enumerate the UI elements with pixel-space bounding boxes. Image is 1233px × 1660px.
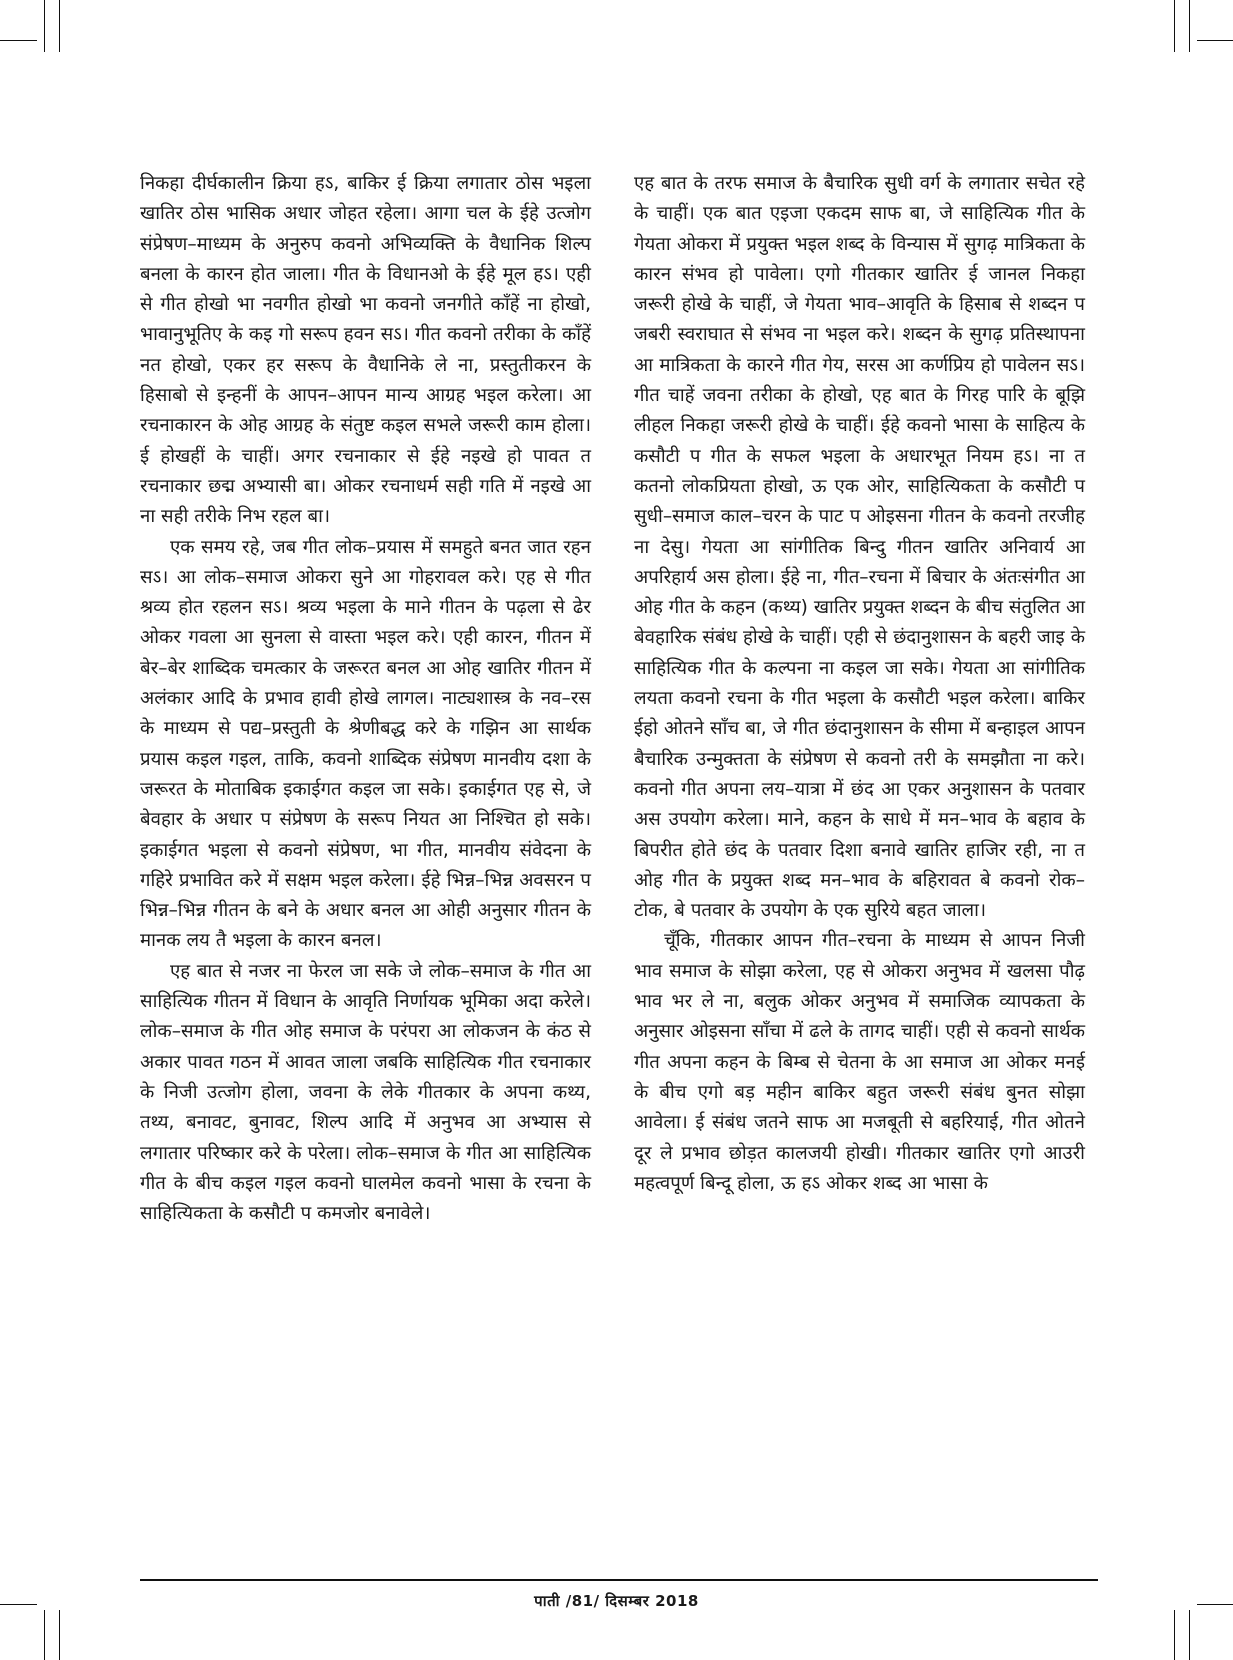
crop-mark [1189, 0, 1190, 52]
paragraph: एह बात से नजर ना फेरल जा सके जे लोक–समाज के गीत आ साहित्यिक गीतन में विधान के आवृति निर्णायक भूमिका अदा करेले। लोक–समाज के गीत ओह समाज के परंपरा आ लोकजन के कंठ से अकार पावत गठन में आवत जाला जबकि साहित्यिक गीत रचनाकार के निजी उत्जोग होला, जवना के लेके गीतकार के अपना कथ्य, तथ्य, बनावट, बुनावट, शिल्प आदि में अनुभव आ अभ्यास से लगातार परिष्कार करे के परेला। लोक–समाज के गीत आ साहित्यिक गीत के बीच कइल गइल कवनो घालमेल कवनो भासा के रचना के साहित्यिकता के कसौटी प कमजोर बनावेले। [140, 960, 591, 1225]
paragraph: चूँकि, गीतकार आपन गीत–रचना के माध्यम से आपन निजी भाव समाज के सोझा करेला, एह से ओकरा अनुभव में खलसा पौढ़ भाव भर ले ना, बलुक ओकर अनुभव में समाजिक व्यापकता के अनुसार ओइसना साँचा में ढले के तागद चाहीं। एही से कवनो सार्थक गीत अपना कहन के बिम्ब से चेतना के आ समाज आ ओकर मनई के बीच एगो बड़ महीन बाकिर बहुत जरूरी संबंध बुनत सोझा आवेला। ई संबंध जतने साफ आ मजबूती से बहरियाई, गीत ओतने दूर ले प्रभाव छोड़त कालजयी होखी। गीतकार खातिर एगो आउरी महत्वपूर्ण बिन्दू होला, ऊ हऽ ओकर शब्द आ भासा के [634, 930, 1085, 1194]
footer-rule [140, 1579, 1098, 1581]
crop-mark [1197, 40, 1233, 41]
crop-mark [0, 40, 37, 41]
right-column [634, 169, 1085, 1199]
crop-mark [59, 0, 60, 52]
paragraph: एक समय रहे, जब गीत लोक–प्रयास में समहुते बनत जात रहन सऽ। आ लोक–समाज ओकरा सुने आ गोहरावल करे। एह से गीत श्रव्य होत रहलन सऽ। श्रव्य भइला के माने गीतन के पढ़ला से ढेर ओकर गवला आ सुनला से वास्ता भइल करे। एही कारन, गीतन में बेर–बेर शाब्दिक चमत्कार के जरूरत बनल आ ओह खातिर गीतन में अलंकार आदि के प्रभाव हावी होखे लागल। नाट्यशास्त्र के नव–रस के माध्यम से पद्य–प्रस्तुती के श्रेणीबद्ध करे के गझिन आ सार्थक प्रयास कइल गइल, ताकि, कवनो शाब्दिक संप्रेषण मानवीय दशा के जरूरत के मोताबिक इकाईगत कइल जा सके। इकाईगत एह से, जे बेवहार के अधार प संप्रेषण के सरूप नियत आ निश्चित हो सके। इकाईगत भइला से कवनो संप्रेषण, भा गीत, मानवीय संवेदना के गहिरे प्रभावित करे में सक्षम भइल करेला। ईहे भिन्न–भिन्न अवसरन प भिन्न–भिन्न गीतन के बने के अधार बनल आ ओही अनुसार गीतन के मानक लय तै भइला के कारन बनल। [140, 536, 591, 952]
page-footer: पाती /81/ दिसम्बर 2018 [534, 1592, 699, 1610]
paragraph: निकहा दीर्घकालीन क्रिया हऽ, बाकिर ई क्रिया लगातार ठोस भइला खातिर ठोस भासिक अधार जोहत रहेला। आगा चल के ईहे उत्जोग संप्रेषण–माध्यम के अनुरुप कवनो अभिव्यक्ति के वैधानिक शिल्प बनला के कारन होत जाला। गीत के विधानओ के ईहे मूल हऽ। एही से गीत होखो भा नवगीत होखो भा कवनो जनगीते काँहें ना होखो, भावानुभूतिए के कइ गो सरूप हवन सऽ। गीत कवनो तरीका के काँहें नत होखो, एकर हर सरूप के वैधानिके ले ना, प्रस्तुतीकरन के हिसाबो से इन्हनीं के आपन–आपन मान्य आग्रह भइल करेला। आ रचनाकारन के ओह आग्रह के संतुष्ट कइल सभले जरूरी काम होला। ई होखहीं के चाहीं। अगर रचनाकार से ईहे नइखे हो पावत त रचनाकार छद्म अभ्यासी बा। ओकर रचनाधर्म सही गति में नइखे आ ना सही तरीके निभ रहल बा। [140, 173, 591, 528]
left-column [140, 169, 591, 1229]
crop-mark [1174, 1610, 1175, 1660]
crop-mark [44, 1610, 45, 1660]
crop-mark [1189, 1610, 1190, 1660]
paragraph: एह बात के तरफ समाज के बैचारिक सुधी वर्ग के लगातार सचेत रहे के चाहीं। एक बात एइजा एकदम साफ बा, जे साहित्यिक गीत के गेयता ओकरा में प्रयुक्त भइल शब्द के विन्यास में सुगढ़ मात्रिकता के कारन संभव हो पावेला। एगो गीतकार खातिर ई जानल निकहा जरूरी होखे के चाहीं, जे गेयता भाव–आवृति के हिसाब से शब्दन प जबरी स्वराघात से संभव ना भइल करे। शब्दन के सुगढ़ प्रतिस्थापना आ मात्रिकता के कारने गीत गेय, सरस आ कर्णप्रिय हो पावेलन सऽ। गीत चाहें जवना तरीका के होखो, एह बात के गिरह पारि के बूझि लीहल निकहा जरूरी होखे के चाहीं। ईहे कवनो भासा के साहित्य के कसौटी प गीत के सफल भइला के अधारभूत नियम हऽ। ना त कतनो लोकप्रियता होखो, ऊ एक ओर, साहित्यिकता के कसौटी प सुधी–समाज काल–चरन के पाट प ओइसना गीतन के कवनो तरजीह ना देसु। गेयता आ सांगीतिक बिन्दु गीतन खातिर अनिवार्य आ अपरिहार्य अस होला। ईहे ना, गीत–रचना में बिचार के अंतःसंगीत आ ओह गीत के कहन (कथ्य) खातिर प्रयुक्त शब्दन के बीच संतुलित आ बेवहारिक संबंध होखे के चाहीं। एही से छंदानुशासन के बहरी जाइ के साहित्यिक गीत के कल्पना ना कइल जा सके। गेयता आ सांगीतिक लयता कवनो रचना के गीत भइला के कसौटी भइल करेला। बाकिर ईहो ओतने साँच बा, जे गीत छंदानुशासन के सीमा में बन्हाइल आपन बैचारिक उन्मुक्तता के संप्रेषण से कवनो तरी के समझौता ना करे। कवनो गीत अपना लय–यात्रा में छंद आ एकर अनुशासन के पतवार अस उपयोग करेला। माने, कहन के साधे में मन–भाव के बहाव के बिपरीत होते छंद के पतवार दिशा बनावे खातिर हाजिर रही, ना त ओह गीत के प्रयुक्त शब्द मन–भाव के बहिरावत बे कवनो रोक–टोक, बे पतवार के उपयोग के एक सुरिये बहत जाला। [634, 173, 1086, 922]
crop-mark [59, 1610, 60, 1660]
crop-mark [1174, 0, 1175, 52]
crop-mark [44, 0, 45, 52]
